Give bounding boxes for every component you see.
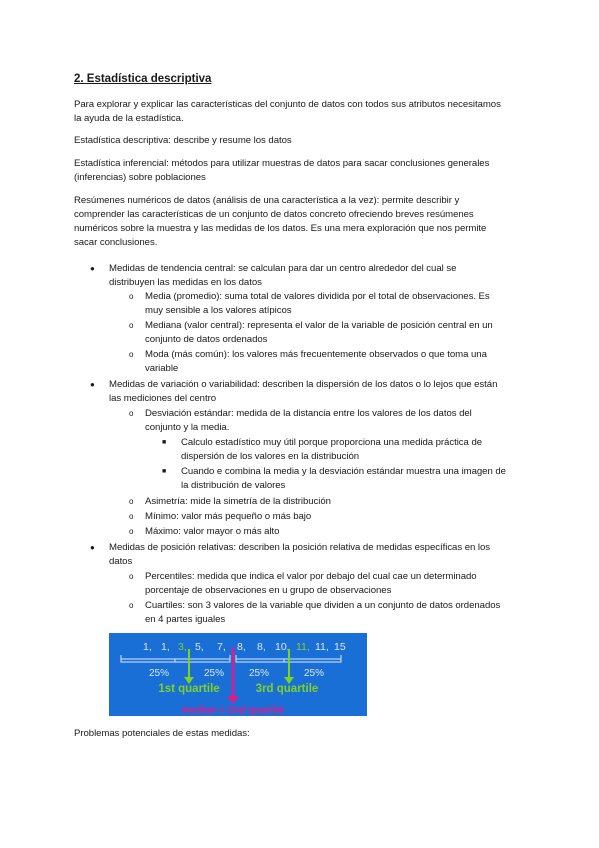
sequence-number: 5, <box>195 641 204 653</box>
percent-label: 25% <box>249 668 270 679</box>
circle-bullet-icon: o <box>129 497 134 506</box>
circle-bullet-icon: o <box>129 572 134 581</box>
circle-bullet-icon: o <box>129 512 134 521</box>
intro-line-1: Para explorar y explicar las características del conjunto de datos con todos sus atributos necesitamos <box>74 99 501 110</box>
q1-label: 1st quartile <box>158 683 220 695</box>
sequence-number: 1, <box>161 641 170 653</box>
sequence-number: 1, <box>143 641 152 653</box>
circle-bullet-icon: o <box>129 350 134 359</box>
resumenes-line-2: comprender las características de un conjunto de datos concreto ofreciendo breves resúmenes <box>74 209 474 220</box>
section-heading: 2. Estadística descriptiva <box>74 73 212 85</box>
desviacion-line-2: conjunto y la media. <box>145 422 230 433</box>
descriptiva-paragraph: Estadística descriptiva: describe y resume los datos <box>74 135 292 146</box>
cuartiles-line-2: en 4 partes iguales <box>145 614 226 625</box>
sequence-number: 8, <box>257 641 266 653</box>
circle-bullet-icon: o <box>129 601 134 610</box>
minimo-line: Mínimo: valor más pequeño o más bajo <box>145 511 312 522</box>
inferencial-line-1: Estadística inferencial: métodos para utilizar muestras de datos para sacar conclusiones generales <box>74 158 490 169</box>
sequence-number: 10, <box>275 641 290 653</box>
media-line-2: muy sensible a los valores atípicos <box>145 305 292 316</box>
calculo-line-1: Calculo estadístico muy útil porque proporciona una medida práctica de <box>181 437 483 448</box>
circle-bullet-icon: o <box>129 321 134 330</box>
mediana-line-1: Mediana (valor central): representa el valor de la variable de posición central en un <box>145 320 493 331</box>
posicion-title-1: Medidas de posición relativas: describen la posición relativa de medidas específicas en los <box>109 542 491 553</box>
percentiles-line-2: porcentaje de observaciones en u grupo de observaciones <box>145 585 392 596</box>
sequence-number: 15 <box>334 641 346 653</box>
bullet-icon: ● <box>90 543 95 552</box>
percentiles-line-1: Percentiles: medida que indica el valor por debajo del cual cae un determinado <box>145 571 477 582</box>
percent-label: 25% <box>204 668 225 679</box>
tendencia-title-2: distribuyen las medidas en los datos <box>109 277 262 288</box>
maximo-line: Máximo: valor mayor o más alto <box>145 526 280 537</box>
posicion-title-2: datos <box>109 556 133 567</box>
problemas-line: Problemas potenciales de estas medidas: <box>74 728 250 739</box>
resumenes-line-3: numéricos sobre la muestra y las medidas de los datos. Es una mera exploración que nos permite <box>74 223 487 234</box>
moda-line-1: Moda (más común): los valores más frecuentemente observados o que toma una <box>145 349 487 360</box>
resumenes-line-4: sacar conclusiones. <box>74 237 158 248</box>
calculo-line-2: dispersión de los valores en la distribución <box>181 451 360 462</box>
median-label: median = 2nd quartile <box>181 705 285 716</box>
sequence-number: 3, <box>178 641 187 653</box>
combina-line-1: Cuando e combina la media y la desviación estándar muestra una imagen de <box>181 466 506 477</box>
q3-label: 3rd quartile <box>255 683 319 695</box>
sequence-number: 8, <box>237 641 246 653</box>
quartiles-figure <box>109 633 367 716</box>
square-bullet-icon: ■ <box>162 468 167 475</box>
mediana-line-2: conjunto de datos ordenados <box>145 334 268 345</box>
sequence-number: 11, <box>296 641 310 653</box>
circle-bullet-icon: o <box>129 292 134 301</box>
bullet-icon: ● <box>90 264 95 273</box>
asimetria-line: Asimetría: mide la simetría de la distribución <box>145 496 331 507</box>
square-bullet-icon: ■ <box>162 439 167 446</box>
combina-line-2: la distribución de valores <box>181 480 286 491</box>
bullet-icon: ● <box>90 380 95 389</box>
circle-bullet-icon: o <box>129 527 134 536</box>
variacion-title-1: Medidas de variación o variabilidad: describen la dispersión de los datos o lo lejos que están <box>109 379 498 390</box>
variacion-title-2: las mediciones del centro <box>109 393 217 404</box>
intro-line-2: la ayuda de la estadística. <box>74 113 184 124</box>
resumenes-line-1: Resúmenes numéricos de datos (análisis de una característica a la vez): permite describir y <box>74 195 460 206</box>
circle-bullet-icon: o <box>129 409 134 418</box>
sequence-number: 11, <box>315 641 329 653</box>
desviacion-line-1: Desviación estándar: medida de la distancia entre los valores de los datos del <box>145 408 472 419</box>
percent-label: 25% <box>304 668 325 679</box>
percent-label: 25% <box>149 668 170 679</box>
sequence-number: 7, <box>217 641 226 653</box>
tendencia-title-1: Medidas de tendencia central: se calculan para dar un centro alrededor del cual se <box>109 263 457 274</box>
moda-line-2: variable <box>145 363 179 374</box>
inferencial-line-2: (inferencias) sobre poblaciones <box>74 172 206 183</box>
cuartiles-line-1: Cuartiles: son 3 valores de la variable que dividen a un conjunto de datos ordenados <box>145 600 501 611</box>
media-line-1: Media (promedio): suma total de valores dividida por el total de observaciones. Es <box>145 291 490 302</box>
